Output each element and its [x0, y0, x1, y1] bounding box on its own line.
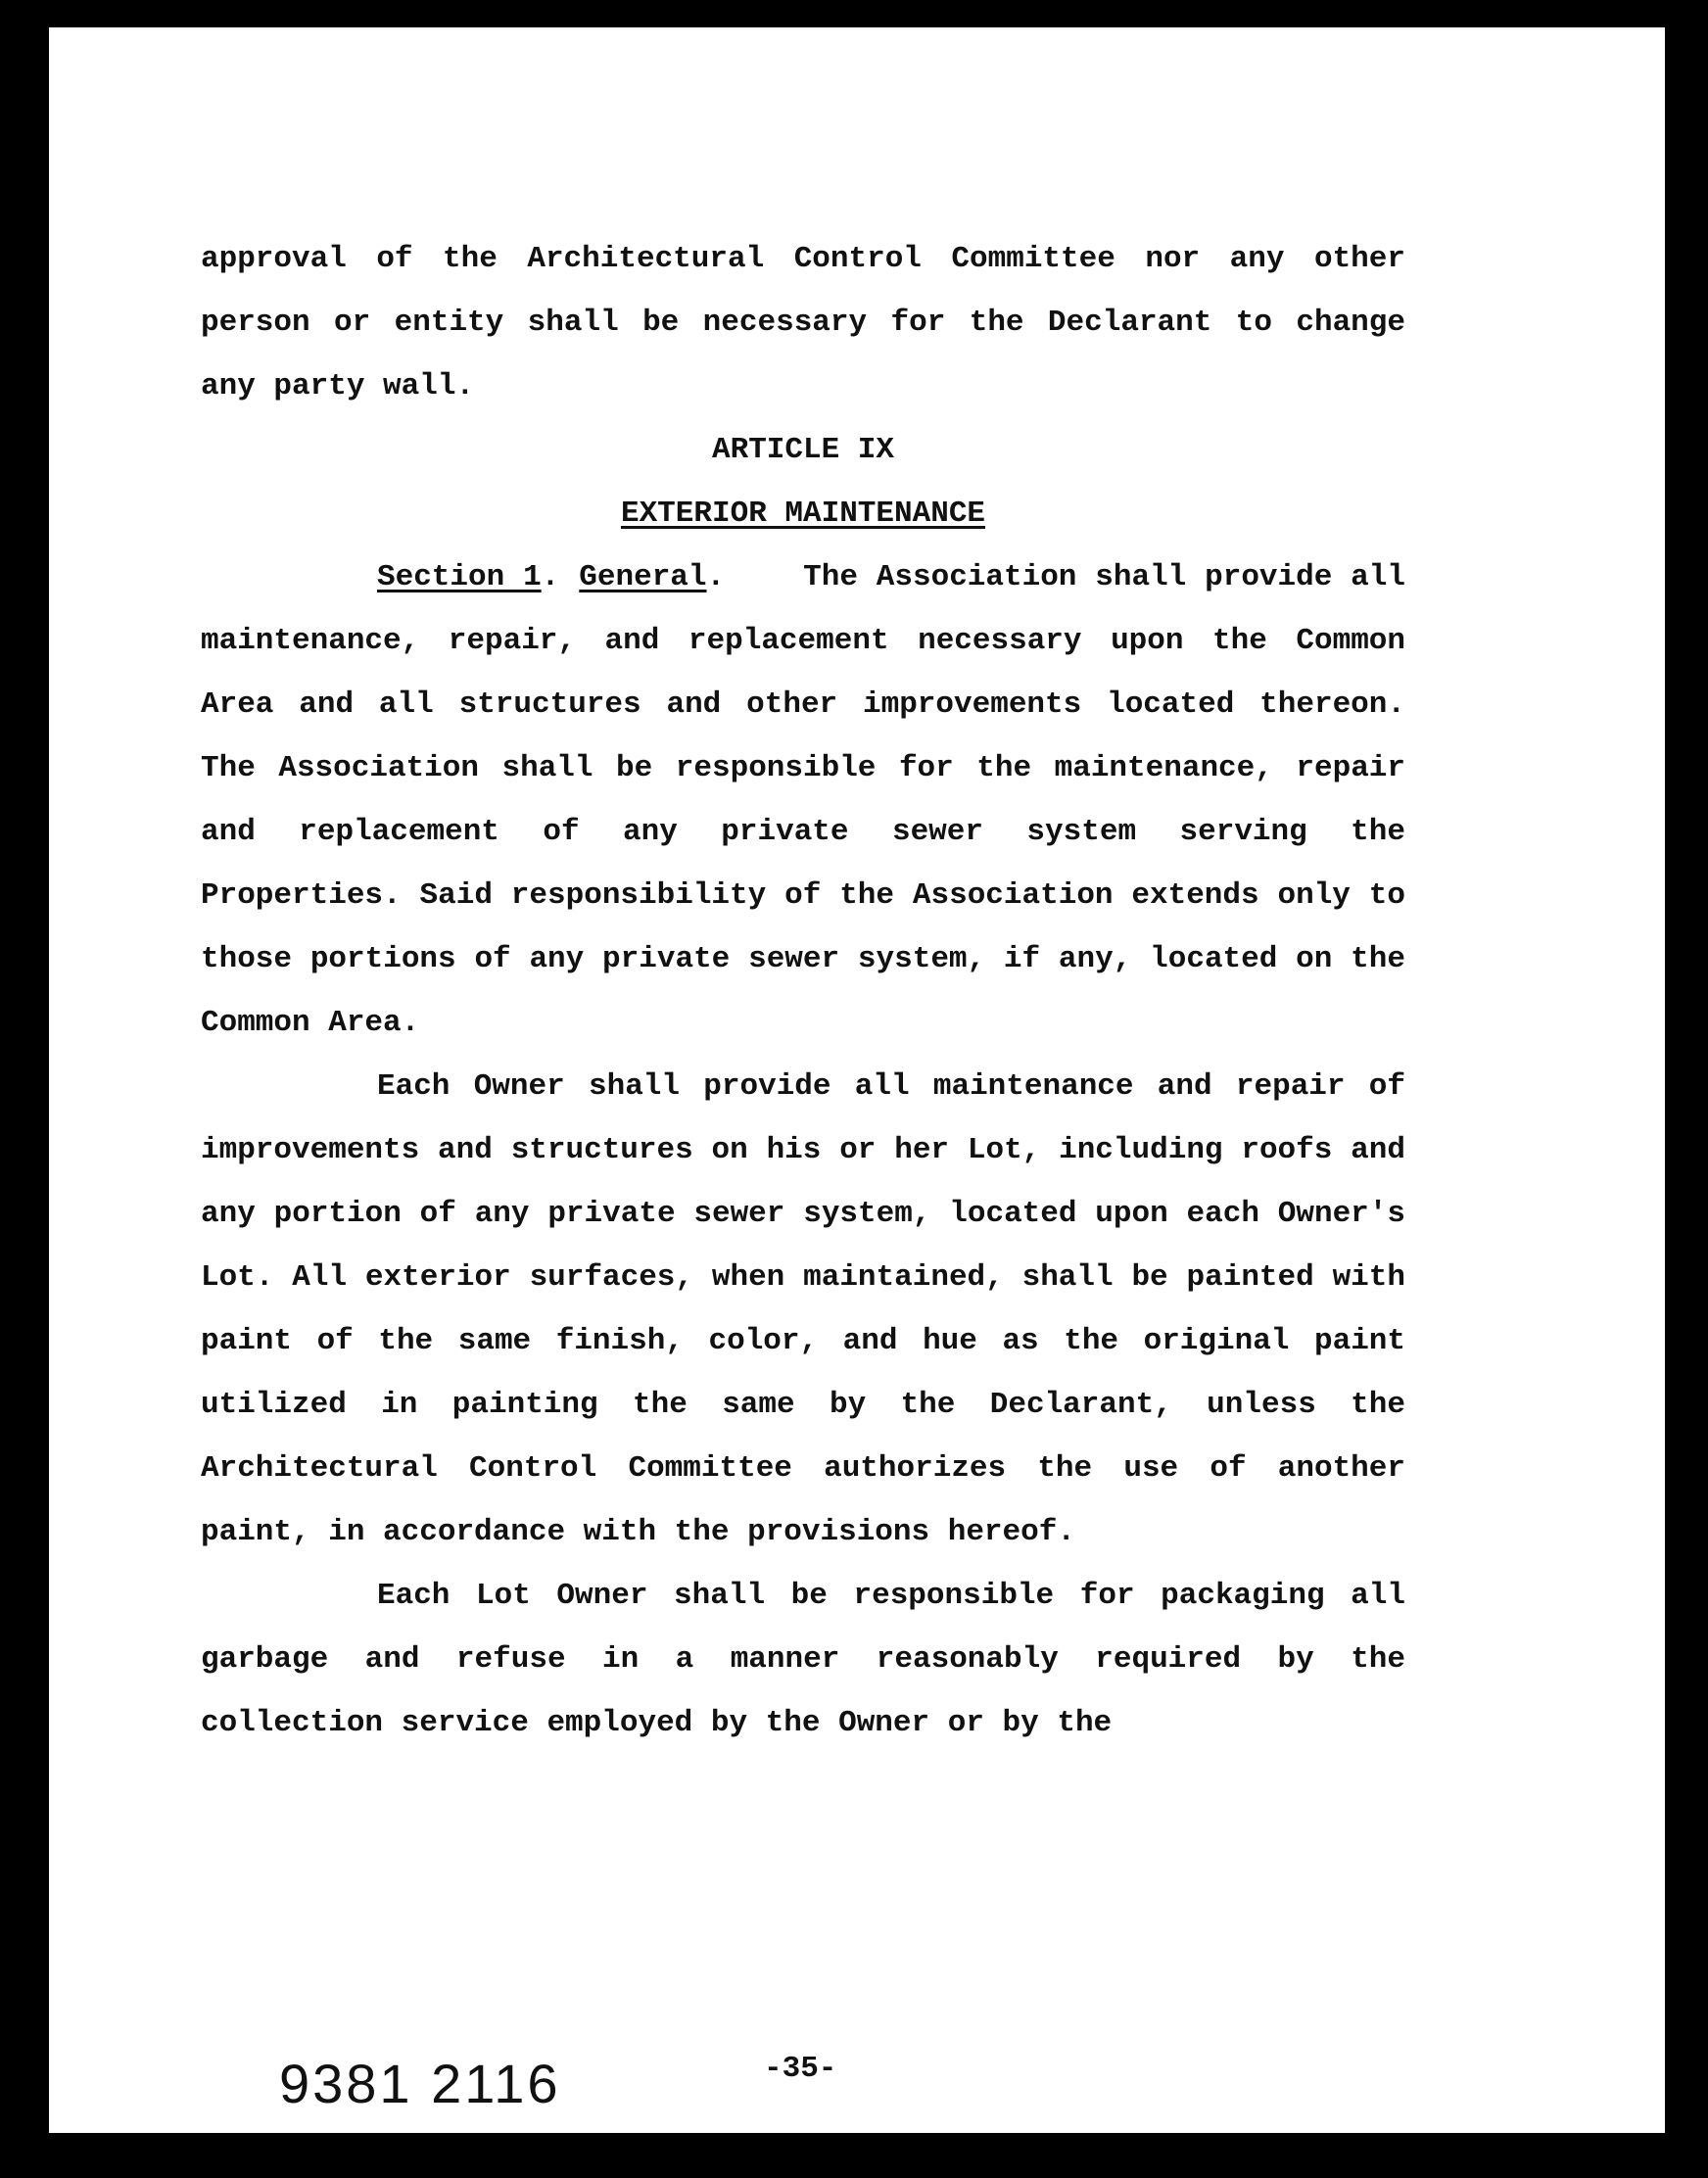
article-title [201, 482, 1405, 545]
article-title-text: EXTERIOR MAINTENANCE [620, 497, 986, 531]
garbage-paragraph: Each Lot Owner shall be responsible for packaging all garbage and refuse in a manner reasonably required by the collection service employed by the Owner or by the [201, 1579, 1405, 1740]
owner-maintenance-paragraph: Each Owner shall provide all maintenance and repair of improvements and structures on his or her Lot, including roofs and any portion of any private sewer system, located upon each Owner's Lot. All exterior surfaces, when maintained, shall be painted with paint of the same finish, color, and hue as the original paint utilized in painting the same by the Declarant, unless the Architectural Control Committee authorizes the use of another paint, in accordance with the provisions hereof. [201, 1069, 1405, 1549]
section-label: Section 1 [377, 560, 542, 594]
document-number: 9381 2116 [279, 2053, 561, 2114]
document-body [201, 227, 1405, 1755]
section-body: The Association shall provide all maintenance, repair, and replacement necessary upon the Common Area and all structures and other improvements located thereon. The Association shall be responsible for the maintenance, repair and replacement of any private sewer system serving the Properties. Said responsibility of the Association extends only to those portions of any private sewer system, if any, located on the Common Area. [201, 560, 1405, 1040]
section-title: General [579, 560, 707, 594]
section-label-punct: . [541, 560, 560, 594]
section-title-punct: . [706, 560, 726, 594]
article-heading: ARTICLE IX [711, 433, 895, 467]
intro-paragraph: approval of the Architectural Control Committee nor any other person or entity shall be necessary for the Declarant to change any party wall. [201, 242, 1405, 403]
section-1-paragraph [201, 545, 1405, 1055]
page-number: -35- [764, 2052, 837, 2086]
